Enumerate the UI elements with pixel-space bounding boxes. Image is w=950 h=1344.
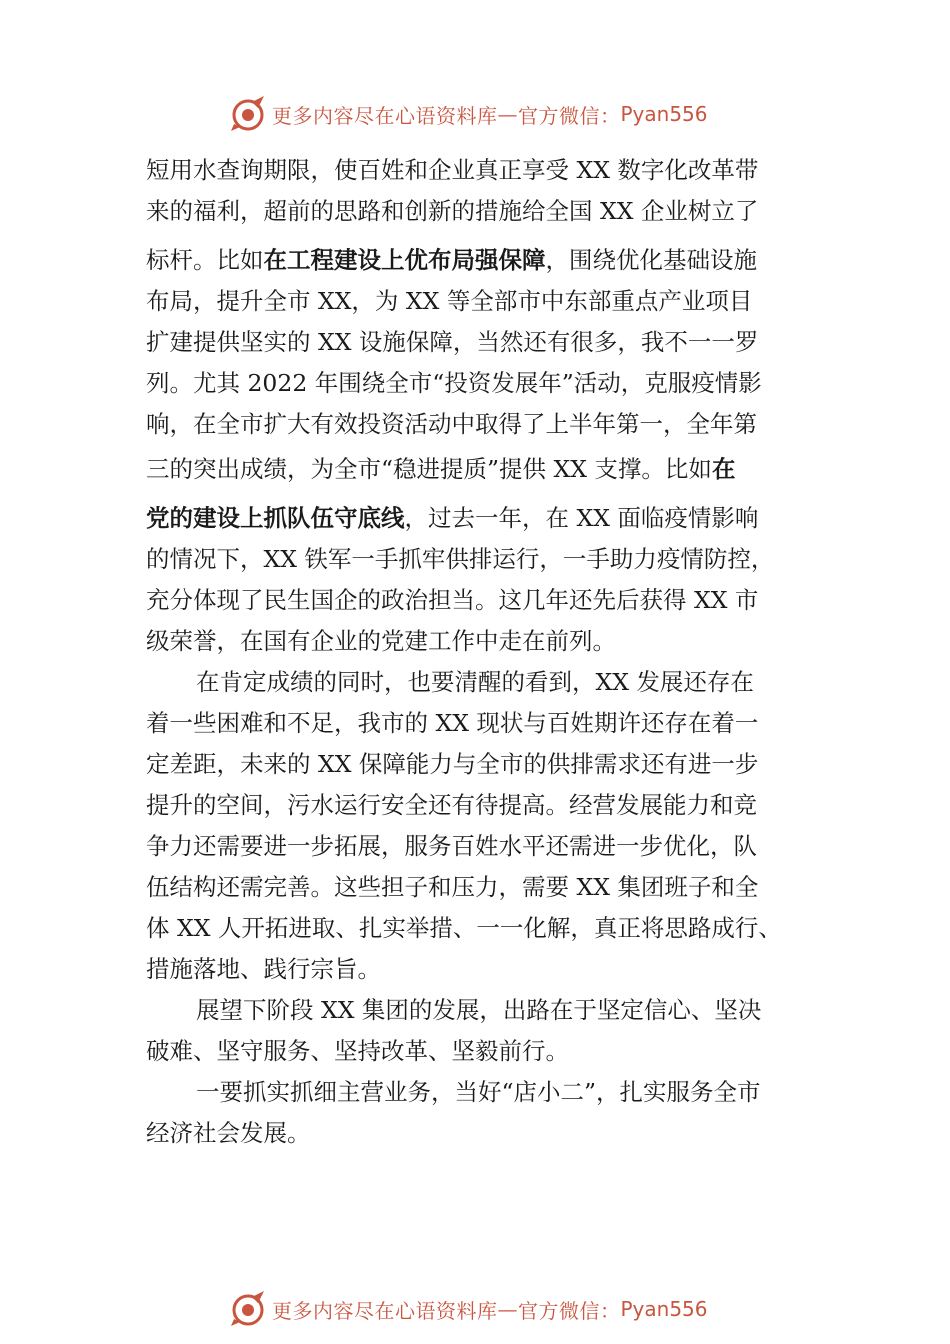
watermark-account: Pyan556	[620, 102, 708, 126]
watermark-wechat-label: 官方微信：	[518, 1298, 621, 1323]
text-line: 措施落地、践行宗旨。	[146, 955, 381, 983]
text-line: 的情况下，XX 铁军一手抓牢供排运行，一手助力疫情防控，	[146, 545, 775, 573]
bold-heading-run: 党的建设上抓队伍守底线	[146, 504, 405, 532]
text-line: 布局，提升全市 XX，为 XX 等全部市中东部重点产业项目	[146, 287, 753, 315]
watermark-dash: —	[497, 102, 518, 126]
text-line: 短用水查询期限，使百姓和企业真正享受 XX 数字化改革带	[146, 156, 759, 184]
text-line: 响，在全市扩大有效投资活动中取得了上半年第一，全年第	[146, 410, 757, 438]
paragraph-start-line: 在肯定成绩的同时，也要清醒的看到，XX 发展还存在	[196, 668, 754, 696]
text-line: 级荣誉，在国有企业的党建工作中走在前列。	[146, 627, 616, 655]
watermark-dash: —	[497, 1297, 518, 1321]
bold-heading-run: 在工程建设上优布局强保障	[263, 246, 546, 274]
text-run: ，围绕优化基础设施	[545, 246, 757, 274]
text-run: 三的突出成绩，为全市“稳进提质”提供 XX 支撑。比如	[146, 455, 712, 483]
document-body	[146, 150, 810, 1154]
text-line: 着一些困难和不足，我市的 XX 现状与百姓期许还存在着一	[146, 709, 759, 737]
text-line: 列。尤其 2022 年围绕全市“投资发展年”活动，克服疫情影	[146, 369, 762, 397]
text-line: 提升的空间，污水运行安全还有待提高。经营发展能力和竞	[146, 791, 757, 819]
bold-heading-run: 在	[711, 455, 736, 483]
text-line: 扩建提供坚实的 XX 设施保障，当然还有很多，我不一一罗	[146, 328, 759, 356]
header-watermark	[228, 94, 728, 134]
watermark-account: Pyan556	[620, 1297, 708, 1321]
text-run: 标杆。比如	[146, 246, 264, 274]
text-line: 充分体现了民生国企的政治担当。这几年还先后获得 XX 市	[146, 586, 759, 614]
text-run: ，过去一年，在 XX 面临疫情影响	[404, 504, 759, 532]
text-line: 伍结构还需完善。这些担子和压力，需要 XX 集团班子和全	[146, 873, 759, 901]
text-line: 争力还需要进一步拓展，服务百姓水平还需进一步优化，队	[146, 832, 757, 860]
text-line: 经济社会发展。	[146, 1119, 311, 1147]
text-line: 定差距，未来的 XX 保障能力与全市的供排需求还有进一步	[146, 750, 759, 778]
footer-watermark	[228, 1289, 728, 1329]
watermark-wechat-label: 官方微信：	[518, 103, 621, 128]
text-line: 体 XX 人开拓进取、扎实举措、一一化解，真正将思路成行、	[146, 914, 782, 942]
text-line	[146, 498, 810, 539]
watermark-brand-text: 更多内容尽在心语资料库	[272, 103, 498, 128]
text-line: 破难、坚守服务、坚持改革、坚毅前行。	[146, 1037, 569, 1065]
text-line: 来的福利，超前的思路和创新的措施给全国 XX 企业树立了	[146, 197, 759, 225]
paragraph-start-line: 一要抓实抓细主营业务，当好“店小二”，扎实服务全市	[196, 1078, 761, 1106]
brand-logo-icon	[228, 94, 268, 134]
text-line	[146, 449, 810, 490]
text-line	[146, 240, 810, 281]
brand-logo-icon	[228, 1289, 268, 1329]
watermark-brand-text: 更多内容尽在心语资料库	[272, 1298, 498, 1323]
paragraph-start-line: 展望下阶段 XX 集团的发展，出路在于坚定信心、坚决	[196, 996, 762, 1024]
